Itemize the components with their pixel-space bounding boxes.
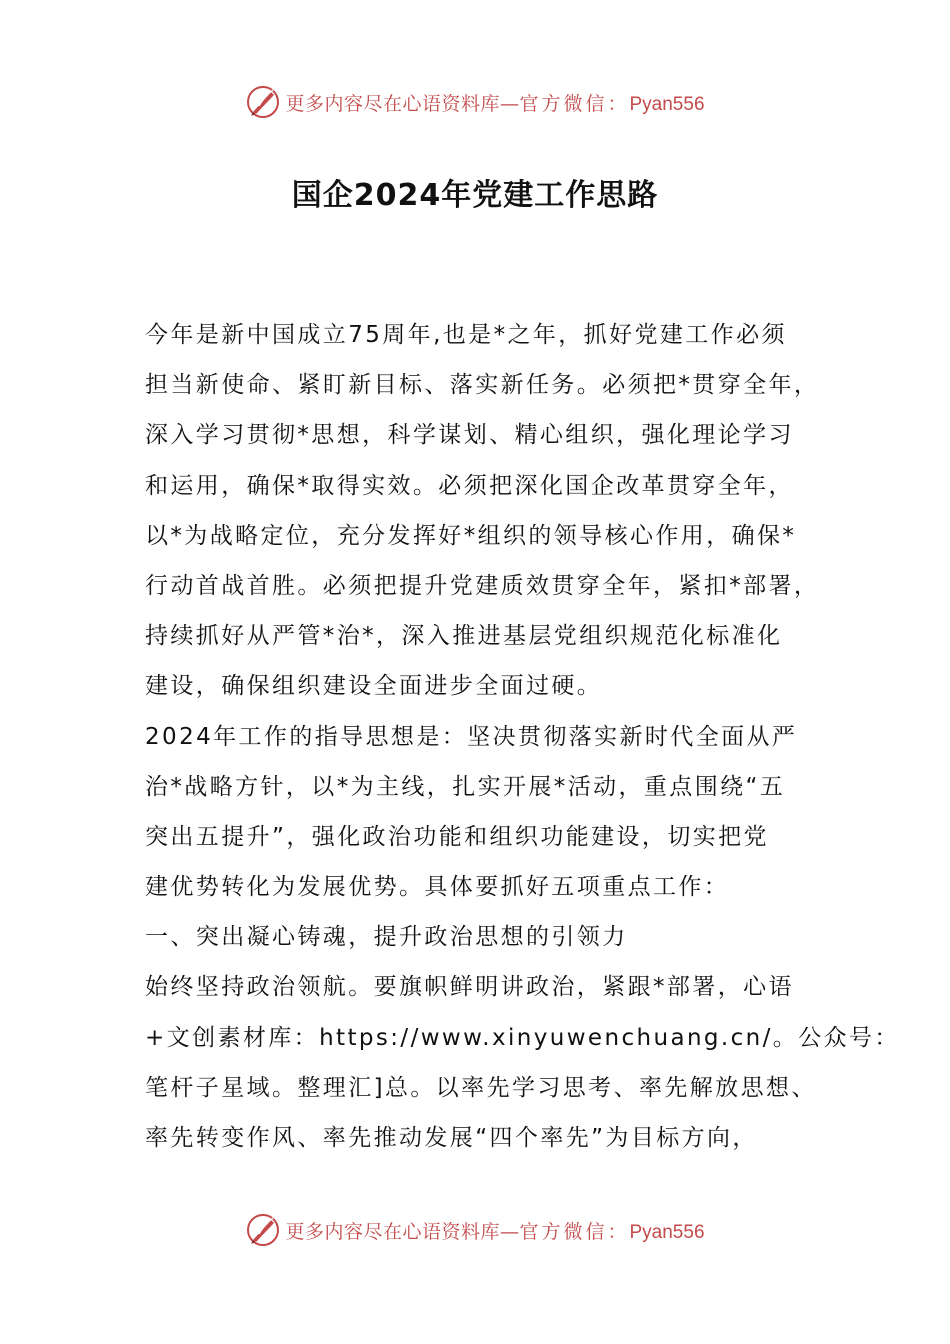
body-line: 笔杆子星域。整理汇]总。以率先学习思考、率先解放思想、 bbox=[145, 1074, 817, 1101]
watermark-text bbox=[285, 1217, 704, 1244]
body-line: 突出五提升”，强化政治功能和组织功能建设，切实把党 bbox=[145, 823, 769, 850]
body-line: 深入学习贯彻*思想，科学谋划、精心组织，强化理论学习 bbox=[145, 422, 794, 449]
quill-logo-icon bbox=[245, 84, 281, 120]
body-line: 建设，确保组织建设全面进步全面过硬。 bbox=[145, 673, 603, 700]
header-watermark bbox=[0, 80, 950, 124]
watermark-site-text: 更多内容尽在心语资料库 bbox=[285, 1220, 500, 1243]
watermark-site-text: 更多内容尽在心语资料库 bbox=[285, 92, 500, 115]
document-body bbox=[145, 310, 900, 1163]
watermark-dash: — bbox=[499, 1220, 520, 1243]
body-line: 治*战略方针，以*为主线，扎实开展*活动，重点围绕“五 bbox=[145, 773, 786, 800]
body-line: 建优势转化为发展优势。具体要抓好五项重点工作： bbox=[145, 874, 730, 901]
section-heading: 一、突出凝心铸魂，提升政治思想的引领力 bbox=[145, 924, 628, 951]
body-line: 2024年工作的指导思想是：坚决贯彻落实新时代全面从严 bbox=[145, 723, 798, 750]
body-line: 今年是新中国成立75周年,也是*之年，抓好党建工作必须 bbox=[145, 322, 787, 348]
body-line: 持续抓好从严管*治*，深入推进基层党组织规范化标准化 bbox=[145, 623, 783, 650]
watermark-dash: — bbox=[499, 92, 520, 115]
watermark-wechat-id: Pyan556 bbox=[629, 1221, 705, 1243]
quill-logo-icon bbox=[245, 1212, 281, 1248]
watermark-wechat-id: Pyan556 bbox=[629, 93, 705, 115]
watermark-text bbox=[285, 89, 704, 116]
footer-watermark bbox=[0, 1208, 950, 1252]
body-line: 始终坚持政治领航。要旗帜鲜明讲政治，紧跟*部署，心语 bbox=[145, 974, 794, 1001]
body-line: 担当新使命、紧盯新目标、落实新任务。必须把*贯穿全年， bbox=[145, 372, 820, 399]
body-line: 率先转变作风、率先推动发展“四个率先”为目标方向， bbox=[145, 1125, 758, 1151]
watermark-label: 官方微信： bbox=[519, 1220, 630, 1243]
watermark-label: 官方微信： bbox=[519, 92, 630, 115]
document-title: 国企2024年党建工作思路 bbox=[291, 178, 659, 213]
body-line: +文创素材库：https://www.xinyuwenchuang.cn/。公众号： bbox=[145, 1024, 900, 1051]
body-line: 和运用，确保*取得实效。必须把深化国企改革贯穿全年， bbox=[145, 472, 794, 499]
body-line: 行动首战首胜。必须把提升党建质效贯穿全年，紧扣*部署， bbox=[145, 572, 820, 599]
body-line: 以*为战略定位，充分发挥好*组织的领导核心作用，确保* bbox=[145, 522, 797, 549]
